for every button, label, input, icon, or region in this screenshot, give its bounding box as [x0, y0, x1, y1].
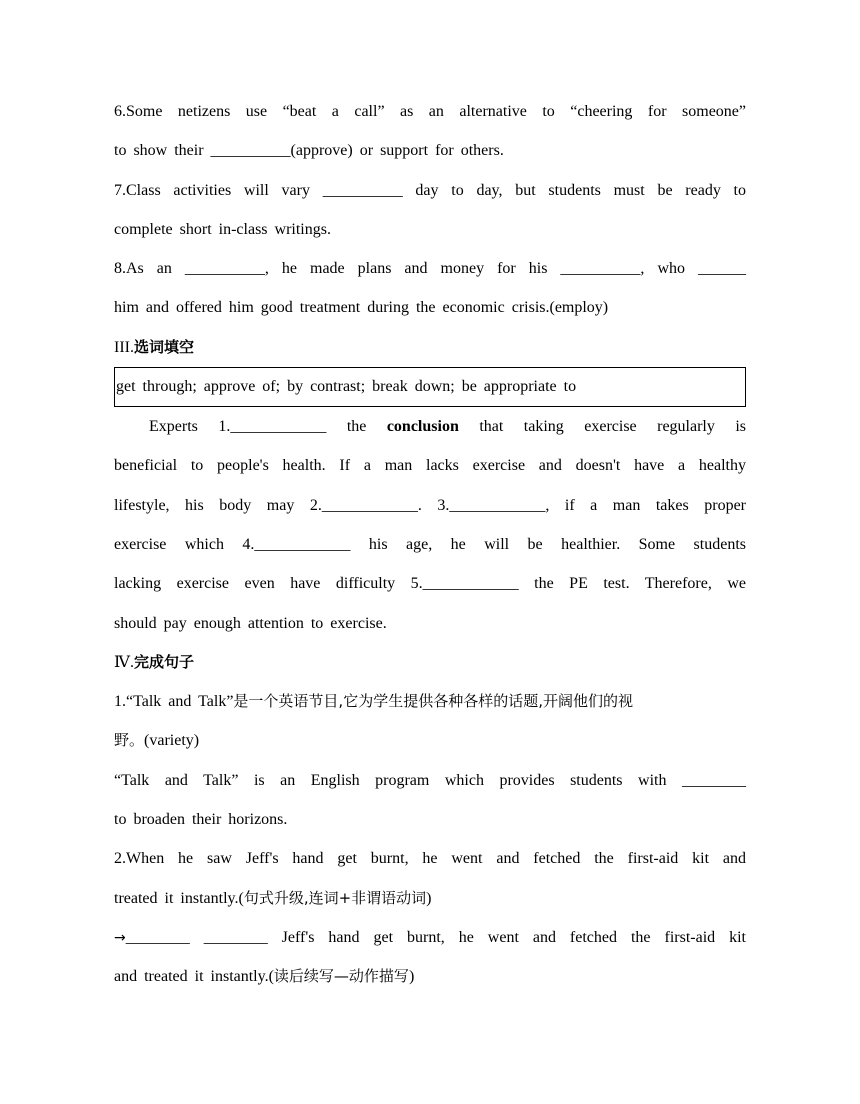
arrow-icon: → — [114, 929, 126, 946]
question-8-line-2: him and offered him good treatment during the economic crisis.(employ) — [114, 299, 609, 317]
passage-line-1-start: Experts 1.____________ the — [149, 418, 387, 436]
passage-line-6: should pay enough attention to exercise. — [114, 614, 387, 632]
sentence-1-chinese-text: 是一个英语节目,它为学生提供各种各样的话题,开阔他们的视 — [233, 692, 633, 711]
section-4-title: 完成句子 — [133, 652, 194, 671]
sentence-2-line-1: 2.When he saw Jeff's hand get burnt, he went and fetched the first-aid kit and — [114, 850, 746, 868]
sentence-2-line-4-end: ) — [408, 968, 415, 986]
sentence-2-line-2 — [114, 879, 746, 918]
worksheet-page — [114, 92, 746, 997]
sentence-2-line-2-start: treated it instantly.( — [114, 889, 244, 907]
passage-line-4: exercise which 4.____________ his age, he will be healthier. Some students — [114, 535, 746, 553]
sentence-1-english-line-1: “Talk and Talk” is an English program which provides students with ________ — [114, 771, 746, 789]
section-3-title: 选词填空 — [133, 337, 194, 356]
word-box: get through; approve of; by contrast; break down; be appropriate to — [114, 367, 746, 407]
section-4-number: Ⅳ. — [114, 653, 134, 671]
section-3-number: III. — [114, 338, 134, 356]
passage-keyword: conclusion — [386, 418, 459, 436]
question-7-line-1: 7.Class activities will vary __________ day to day, but students must be ready to — [114, 181, 746, 199]
sentence-1-chinese-line-1 — [114, 682, 746, 721]
section-4-heading — [114, 643, 746, 682]
sentence-1-chinese-line-2 — [114, 721, 746, 760]
sentence-2-line-4 — [114, 957, 746, 996]
passage-line-5: lacking exercise even have difficulty 5.____________ the PE test. Therefore, we — [114, 575, 746, 593]
sentence-1-program-name: 1.“Talk and Talk” — [114, 693, 234, 711]
sentence-1-english-line-2: to broaden their horizons. — [114, 811, 288, 829]
sentence-2-rewrite: ________ ________ Jeff's hand get burnt, he went and fetched the first-aid kit — [125, 928, 746, 946]
sentence-1-chinese-end: 野。 — [114, 731, 145, 750]
question-6-line-2: to show their __________(approve) or support for others. — [114, 142, 504, 160]
sentence-1-hint: (variety) — [144, 732, 200, 750]
passage-line-1 — [114, 407, 746, 446]
passage-line-3: lifestyle, his body may 2.____________. 3.____________, if a man takes proper — [114, 496, 746, 514]
question-7-line-2: complete short in-class writings. — [114, 220, 331, 238]
section-3-heading — [114, 328, 746, 367]
sentence-2-line-3 — [114, 918, 746, 957]
sentence-2-line-2-end: ) — [426, 889, 432, 907]
question-6-line-1: 6.Some netizens use “beat a call” as an alternative to “cheering for someone” — [114, 103, 746, 120]
question-8-line-1: 8.As an __________, he made plans and money for his __________, who ______ — [114, 260, 746, 278]
passage-line-2: beneficial to people's health. If a man lacks exercise and doesn't have a healthy — [114, 457, 746, 475]
sentence-2-hint: 句式升级,连词+非谓语动词 — [243, 888, 427, 907]
sentence-2-writing-hint: 读后续写—动作描写 — [273, 967, 409, 986]
passage-line-1-end: that taking exercise regularly is — [458, 418, 746, 436]
sentence-2-line-4-start: and treated it instantly.( — [114, 968, 274, 986]
